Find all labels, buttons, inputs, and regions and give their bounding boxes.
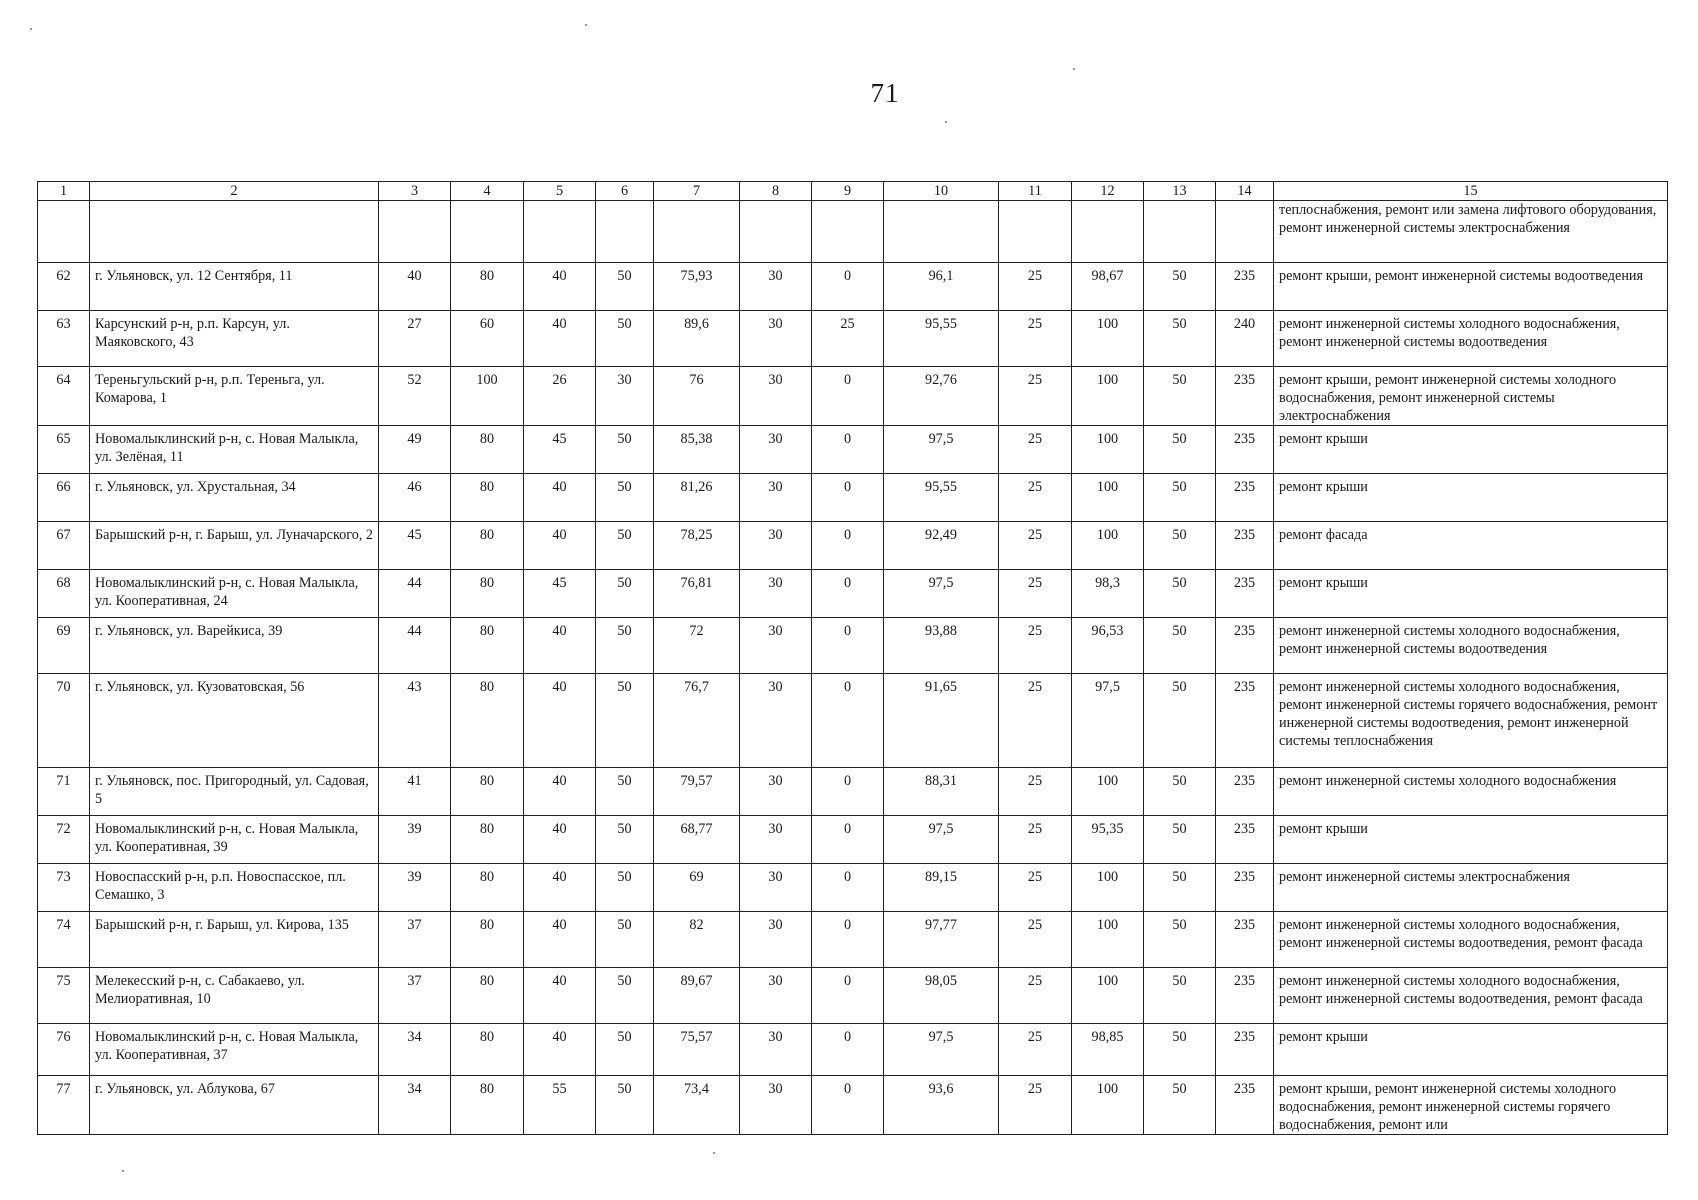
value-cell-col-3: 41 [379,768,451,816]
column-number: 10 [884,182,999,201]
value-cell-col-14: 235 [1216,367,1274,426]
value-cell-col-14: 235 [1216,912,1274,968]
value-cell-col-12: 100 [1072,912,1144,968]
work-description-cell: ремонт крыши [1274,816,1668,864]
table-cell [524,201,596,263]
value-cell-col-12: 98,3 [1072,570,1144,618]
table-row [38,311,1668,367]
work-description-cell: ремонт инженерной системы холодного водоснабжения, ремонт инженерной системы водоотведения [1274,311,1668,367]
value-cell-col-13: 50 [1144,768,1216,816]
value-cell-col-6: 50 [596,522,654,570]
table-row [38,426,1668,474]
table-row [38,1076,1668,1135]
work-description-cell: ремонт крыши [1274,570,1668,618]
table-cell [999,201,1072,263]
row-number-cell: 63 [38,311,90,367]
value-cell-col-4: 80 [451,768,524,816]
address-cell: г. Ульяновск, ул. Хрустальная, 34 [90,474,379,522]
value-cell-col-7: 75,93 [654,263,740,311]
column-number: 6 [596,182,654,201]
value-cell-col-3: 46 [379,474,451,522]
value-cell-col-6: 50 [596,912,654,968]
column-number: 2 [90,182,379,201]
value-cell-col-4: 80 [451,522,524,570]
value-cell-col-9: 0 [812,263,884,311]
value-cell-col-8: 30 [740,311,812,367]
column-number: 7 [654,182,740,201]
value-cell-col-3: 39 [379,816,451,864]
value-cell-col-4: 80 [451,570,524,618]
value-cell-col-11: 25 [999,816,1072,864]
table-cell [38,201,90,263]
value-cell-col-5: 45 [524,570,596,618]
address-cell: Новомалыклинский р-н, с. Новая Малыкла, ул. Зелёная, 11 [90,426,379,474]
address-cell: Тереньгульский р-н, р.п. Тереньга, ул. Комарова, 1 [90,367,379,426]
value-cell-col-12: 96,53 [1072,618,1144,674]
value-cell-col-11: 25 [999,1076,1072,1135]
work-description-cell: ремонт инженерной системы холодного водоснабжения, ремонт инженерной системы водоотведения, ремонт фасада [1274,912,1668,968]
value-cell-col-10: 97,5 [884,426,999,474]
work-description-cell: ремонт инженерной системы холодного водоснабжения, ремонт инженерной системы водоотведения [1274,618,1668,674]
value-cell-col-12: 97,5 [1072,674,1144,768]
table-cell [884,201,999,263]
value-cell-col-4: 80 [451,1024,524,1076]
table-cell [1072,201,1144,263]
value-cell-col-11: 25 [999,263,1072,311]
value-cell-col-9: 0 [812,570,884,618]
value-cell-col-3: 52 [379,367,451,426]
value-cell-col-12: 100 [1072,864,1144,912]
column-number: 12 [1072,182,1144,201]
value-cell-col-6: 50 [596,674,654,768]
value-cell-col-13: 50 [1144,912,1216,968]
value-cell-col-5: 40 [524,1024,596,1076]
value-cell-col-7: 76,7 [654,674,740,768]
value-cell-col-3: 34 [379,1024,451,1076]
value-cell-col-14: 235 [1216,864,1274,912]
value-cell-col-11: 25 [999,570,1072,618]
value-cell-col-14: 235 [1216,816,1274,864]
value-cell-col-5: 45 [524,426,596,474]
value-cell-col-4: 80 [451,263,524,311]
table-row [38,816,1668,864]
value-cell-col-3: 44 [379,570,451,618]
data-table [37,181,1668,1135]
value-cell-col-5: 40 [524,968,596,1024]
value-cell-col-10: 92,49 [884,522,999,570]
row-number-cell: 62 [38,263,90,311]
value-cell-col-13: 50 [1144,1076,1216,1135]
value-cell-col-6: 50 [596,816,654,864]
address-cell: Новомалыклинский р-н, с. Новая Малыкла, ул. Кооперативная, 24 [90,570,379,618]
row-number-cell: 74 [38,912,90,968]
value-cell-col-14: 235 [1216,674,1274,768]
column-number: 8 [740,182,812,201]
scan-speck [713,1152,715,1154]
value-cell-col-9: 25 [812,311,884,367]
work-description-cell: ремонт инженерной системы электроснабжения [1274,864,1668,912]
column-number: 1 [38,182,90,201]
value-cell-col-7: 81,26 [654,474,740,522]
value-cell-col-11: 25 [999,311,1072,367]
value-cell-col-14: 235 [1216,618,1274,674]
table-row [38,367,1668,426]
value-cell-col-13: 50 [1144,522,1216,570]
value-cell-col-5: 40 [524,674,596,768]
address-cell: Карсунский р-н, р.п. Карсун, ул. Маяковского, 43 [90,311,379,367]
value-cell-col-5: 40 [524,912,596,968]
value-cell-col-5: 40 [524,474,596,522]
row-number-cell: 67 [38,522,90,570]
address-cell: Новоспасский р-н, р.п. Новоспасское, пл. Семашко, 3 [90,864,379,912]
table-cell [740,201,812,263]
value-cell-col-11: 25 [999,426,1072,474]
value-cell-col-13: 50 [1144,570,1216,618]
value-cell-col-3: 40 [379,263,451,311]
value-cell-col-5: 40 [524,816,596,864]
value-cell-col-12: 100 [1072,426,1144,474]
work-description-cell: ремонт крыши [1274,426,1668,474]
value-cell-col-6: 50 [596,263,654,311]
address-cell: г. Ульяновск, пос. Пригородный, ул. Садовая, 5 [90,768,379,816]
value-cell-col-11: 25 [999,1024,1072,1076]
address-cell: Мелекесский р-н, с. Сабакаево, ул. Мелиоративная, 10 [90,968,379,1024]
value-cell-col-13: 50 [1144,816,1216,864]
row-number-cell: 72 [38,816,90,864]
value-cell-col-4: 80 [451,674,524,768]
value-cell-col-5: 26 [524,367,596,426]
value-cell-col-14: 235 [1216,768,1274,816]
table-body [38,182,1668,1135]
value-cell-col-6: 50 [596,426,654,474]
work-description-cell: ремонт инженерной системы холодного водоснабжения [1274,768,1668,816]
value-cell-col-8: 30 [740,1076,812,1135]
value-cell-col-9: 0 [812,912,884,968]
address-cell: г. Ульяновск, ул. 12 Сентября, 11 [90,263,379,311]
value-cell-col-13: 50 [1144,968,1216,1024]
value-cell-col-8: 30 [740,367,812,426]
value-cell-col-5: 40 [524,311,596,367]
value-cell-col-11: 25 [999,474,1072,522]
value-cell-col-7: 73,4 [654,1076,740,1135]
value-cell-col-8: 30 [740,864,812,912]
value-cell-col-4: 80 [451,816,524,864]
table-cell [90,201,379,263]
value-cell-col-5: 40 [524,618,596,674]
value-cell-col-3: 39 [379,864,451,912]
scan-speck [30,28,32,30]
value-cell-col-8: 30 [740,816,812,864]
value-cell-col-9: 0 [812,367,884,426]
value-cell-col-4: 80 [451,474,524,522]
value-cell-col-10: 93,6 [884,1076,999,1135]
value-cell-col-13: 50 [1144,263,1216,311]
value-cell-col-8: 30 [740,768,812,816]
address-cell: г. Ульяновск, ул. Аблукова, 67 [90,1076,379,1135]
value-cell-col-10: 97,5 [884,816,999,864]
value-cell-col-9: 0 [812,674,884,768]
value-cell-col-5: 40 [524,522,596,570]
value-cell-col-5: 55 [524,1076,596,1135]
value-cell-col-6: 50 [596,768,654,816]
address-cell: Новомалыклинский р-н, с. Новая Малыкла, ул. Кооперативная, 39 [90,816,379,864]
value-cell-col-14: 235 [1216,426,1274,474]
value-cell-col-10: 88,31 [884,768,999,816]
value-cell-col-7: 72 [654,618,740,674]
table-row [38,674,1668,768]
value-cell-col-6: 50 [596,618,654,674]
value-cell-col-10: 89,15 [884,864,999,912]
value-cell-col-13: 50 [1144,1024,1216,1076]
value-cell-col-13: 50 [1144,474,1216,522]
value-cell-col-11: 25 [999,618,1072,674]
value-cell-col-4: 80 [451,1076,524,1135]
value-cell-col-10: 97,5 [884,1024,999,1076]
value-cell-col-3: 45 [379,522,451,570]
value-cell-col-3: 37 [379,912,451,968]
value-cell-col-10: 95,55 [884,474,999,522]
value-cell-col-11: 25 [999,768,1072,816]
address-cell: Барышский р-н, г. Барыш, ул. Кирова, 135 [90,912,379,968]
value-cell-col-3: 27 [379,311,451,367]
value-cell-col-14: 240 [1216,311,1274,367]
value-cell-col-3: 44 [379,618,451,674]
value-cell-col-13: 50 [1144,367,1216,426]
table-row [38,263,1668,311]
row-number-cell: 75 [38,968,90,1024]
table-row [38,768,1668,816]
column-number-row [38,182,1668,201]
table-cell [1216,201,1274,263]
value-cell-col-11: 25 [999,968,1072,1024]
value-cell-col-9: 0 [812,864,884,912]
value-cell-col-13: 50 [1144,618,1216,674]
value-cell-col-9: 0 [812,522,884,570]
row-number-cell: 66 [38,474,90,522]
value-cell-col-7: 76 [654,367,740,426]
value-cell-col-8: 30 [740,522,812,570]
work-description-cell: ремонт фасада [1274,522,1668,570]
value-cell-col-10: 91,65 [884,674,999,768]
work-description-cell: ремонт инженерной системы холодного водоснабжения, ремонт инженерной системы горячего водоснабжения, ремонт инженерной системы водоотведения, ремонт инженерной системы теплоснабжения [1274,674,1668,768]
column-number: 14 [1216,182,1274,201]
value-cell-col-4: 100 [451,367,524,426]
value-cell-col-13: 50 [1144,864,1216,912]
work-description-cell: ремонт крыши, ремонт инженерной системы холодного водоснабжения, ремонт инженерной системы горячего водоснабжения, ремонт или [1274,1076,1668,1135]
table-cell [379,201,451,263]
value-cell-col-7: 85,38 [654,426,740,474]
value-cell-col-11: 25 [999,912,1072,968]
value-cell-col-14: 235 [1216,474,1274,522]
value-cell-col-8: 30 [740,1024,812,1076]
scan-speck [1073,68,1075,70]
value-cell-col-13: 50 [1144,674,1216,768]
value-cell-col-6: 50 [596,474,654,522]
value-cell-col-9: 0 [812,618,884,674]
table-row [38,864,1668,912]
value-cell-col-10: 92,76 [884,367,999,426]
value-cell-col-9: 0 [812,1076,884,1135]
value-cell-col-4: 80 [451,968,524,1024]
value-cell-col-3: 34 [379,1076,451,1135]
value-cell-col-6: 50 [596,1076,654,1135]
value-cell-col-10: 93,88 [884,618,999,674]
table-row [38,522,1668,570]
value-cell-col-12: 100 [1072,367,1144,426]
row-number-cell: 65 [38,426,90,474]
row-number-cell: 71 [38,768,90,816]
value-cell-col-14: 235 [1216,263,1274,311]
value-cell-col-14: 235 [1216,522,1274,570]
value-cell-col-14: 235 [1216,570,1274,618]
value-cell-col-8: 30 [740,674,812,768]
value-cell-col-7: 82 [654,912,740,968]
value-cell-col-8: 30 [740,474,812,522]
work-description-cell: ремонт крыши, ремонт инженерной системы водоотведения [1274,263,1668,311]
value-cell-col-3: 43 [379,674,451,768]
value-cell-col-6: 50 [596,570,654,618]
value-cell-col-6: 50 [596,311,654,367]
value-cell-col-14: 235 [1216,1076,1274,1135]
value-cell-col-7: 79,57 [654,768,740,816]
value-cell-col-12: 98,85 [1072,1024,1144,1076]
table-cell [1144,201,1216,263]
value-cell-col-9: 0 [812,1024,884,1076]
column-number: 13 [1144,182,1216,201]
value-cell-col-12: 100 [1072,768,1144,816]
value-cell-col-5: 40 [524,864,596,912]
value-cell-col-6: 30 [596,367,654,426]
value-cell-col-10: 97,77 [884,912,999,968]
value-cell-col-8: 30 [740,968,812,1024]
column-number: 9 [812,182,884,201]
address-cell: Барышский р-н, г. Барыш, ул. Луначарского, 2 [90,522,379,570]
value-cell-col-3: 37 [379,968,451,1024]
value-cell-col-11: 25 [999,522,1072,570]
column-number: 3 [379,182,451,201]
column-number: 15 [1274,182,1668,201]
value-cell-col-11: 25 [999,674,1072,768]
value-cell-col-4: 60 [451,311,524,367]
value-cell-col-14: 235 [1216,968,1274,1024]
value-cell-col-4: 80 [451,864,524,912]
value-cell-col-5: 40 [524,768,596,816]
value-cell-col-12: 98,67 [1072,263,1144,311]
table-cell [812,201,884,263]
table-row [38,1024,1668,1076]
value-cell-col-9: 0 [812,968,884,1024]
value-cell-col-4: 80 [451,618,524,674]
value-cell-col-5: 40 [524,263,596,311]
value-cell-col-12: 95,35 [1072,816,1144,864]
value-cell-col-7: 89,67 [654,968,740,1024]
value-cell-col-6: 50 [596,1024,654,1076]
column-number: 4 [451,182,524,201]
value-cell-col-8: 30 [740,263,812,311]
value-cell-col-12: 100 [1072,1076,1144,1135]
table-row [38,570,1668,618]
value-cell-col-10: 96,1 [884,263,999,311]
value-cell-col-6: 50 [596,864,654,912]
table-row [38,968,1668,1024]
value-cell-col-8: 30 [740,618,812,674]
column-number: 11 [999,182,1072,201]
value-cell-col-12: 100 [1072,968,1144,1024]
value-cell-col-7: 76,81 [654,570,740,618]
work-description-cell: теплоснабжения, ремонт или замена лифтового оборудования, ремонт инженерной системы электроснабжения [1274,201,1668,263]
value-cell-col-6: 50 [596,968,654,1024]
row-number-cell: 68 [38,570,90,618]
row-number-cell: 69 [38,618,90,674]
address-cell: Новомалыклинский р-н, с. Новая Малыкла, ул. Кооперативная, 37 [90,1024,379,1076]
work-description-cell: ремонт крыши [1274,474,1668,522]
scan-speck [585,24,587,26]
row-number-cell: 77 [38,1076,90,1135]
value-cell-col-4: 80 [451,426,524,474]
value-cell-col-12: 100 [1072,522,1144,570]
address-cell: г. Ульяновск, ул. Кузоватовская, 56 [90,674,379,768]
value-cell-col-7: 69 [654,864,740,912]
value-cell-col-9: 0 [812,426,884,474]
work-description-cell: ремонт крыши, ремонт инженерной системы холодного водоснабжения, ремонт инженерной системы электроснабжения [1274,367,1668,426]
scan-speck [945,121,947,123]
table-row [38,618,1668,674]
table-cell [451,201,524,263]
value-cell-col-4: 80 [451,912,524,968]
value-cell-col-9: 0 [812,816,884,864]
value-cell-col-14: 235 [1216,1024,1274,1076]
row-number-cell: 73 [38,864,90,912]
row-number-cell: 64 [38,367,90,426]
work-description-cell: ремонт инженерной системы холодного водоснабжения, ремонт инженерной системы водоотведения, ремонт фасада [1274,968,1668,1024]
value-cell-col-7: 78,25 [654,522,740,570]
row-number-cell: 76 [38,1024,90,1076]
value-cell-col-3: 49 [379,426,451,474]
table-row [38,912,1668,968]
value-cell-col-11: 25 [999,367,1072,426]
value-cell-col-7: 89,6 [654,311,740,367]
value-cell-col-9: 0 [812,768,884,816]
value-cell-col-10: 95,55 [884,311,999,367]
value-cell-col-9: 0 [812,474,884,522]
value-cell-col-12: 100 [1072,474,1144,522]
scan-speck [122,1170,124,1172]
value-cell-col-12: 100 [1072,311,1144,367]
table-row [38,474,1668,522]
value-cell-col-8: 30 [740,570,812,618]
value-cell-col-8: 30 [740,426,812,474]
value-cell-col-8: 30 [740,912,812,968]
address-cell: г. Ульяновск, ул. Варейкиса, 39 [90,618,379,674]
value-cell-col-7: 75,57 [654,1024,740,1076]
row-number-cell: 70 [38,674,90,768]
value-cell-col-11: 25 [999,864,1072,912]
table-cell [654,201,740,263]
continuation-row [38,201,1668,263]
page-number: 71 [870,78,900,108]
value-cell-col-10: 98,05 [884,968,999,1024]
value-cell-col-10: 97,5 [884,570,999,618]
value-cell-col-13: 50 [1144,311,1216,367]
value-cell-col-13: 50 [1144,426,1216,474]
column-number: 5 [524,182,596,201]
value-cell-col-7: 68,77 [654,816,740,864]
table-cell [596,201,654,263]
work-description-cell: ремонт крыши [1274,1024,1668,1076]
